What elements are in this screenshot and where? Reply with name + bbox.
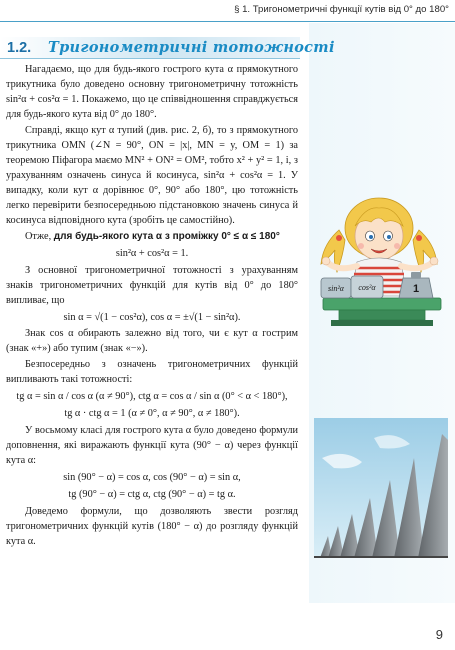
formula-complement-2: tg (90° − α) = ctg α, ctg (90° − α) = tg α. [68,489,236,501]
architecture-photo [314,418,448,558]
weight-label-sin: sin²α [328,284,344,293]
formula-tg-ctg: tg α = sin α / cos α (α ≠ 90°), ctg α = cos α / sin α (0° < α < 180°), [16,391,288,403]
conclusion-lead: Отже, [25,230,54,242]
weight-label-one: 1 [412,283,420,295]
girl-with-scale-illustration [309,192,455,334]
section-title: Тригонометричні тотожності [48,39,335,56]
paragraph-proof: Справді, якщо кут α тупий (див. рис. 2, б), то з прямокутного трикутника OMN (∠N = 90°, ON = |x|, MN = y, OM = 1) за теоремою Піфагора маємо MN² + ON² = OM², тобто x² + y² = 1, і, з урахуванням означень синуса й косинуса, sin²α + cos²α = 1. У випадку, коли кут α дорівнює 0°, 90° або 180°, цю тотожність легко перевірити безпосередньою підстановкою значень синуса й косинуса відповідного кута (зробіть це самостійно). [6,124,298,226]
formula-tg-times-ctg: tg α · ctg α = 1 (α ≠ 0°, α ≠ 90°, α ≠ 180°). [64,408,240,420]
running-title: § 1. Тригонометричні функції кутів від 0° до 180° [234,4,449,15]
paragraph-reduction: Доведемо формули, що дозволяють звести розгляд тригонометричних функцій кутів (180° − α) до розгляду функцій кута α. [6,506,298,548]
conclusion-condition: для будь-якого кута α з проміжку 0° ≤ α ≤ 180° [53,230,280,242]
paragraph-conclusion [6,230,298,245]
paragraph-consequence: З основної тригонометричної тотожності з урахуванням знаків тригонометричних функцій для кутів від 0° до 180° випливає, що [6,264,298,306]
paragraph-intro: Нагадаємо, що для будь-якого гострого кута α прямокутного трикутника було доведено основну тригонометричну тотожність sin²α + cos²α = 1. Покажемо, що це співвідношення справджується для будь-якого кута від 0° до 180°. [6,64,298,120]
main-text [6,63,298,551]
section-number: 1.2. [7,40,32,56]
formula-sin-cos-roots: sin α = √(1 − cos²α), cos α = ±√(1 − sin²α). [63,311,241,323]
formula-complement-1: sin (90° − α) = cos α, cos (90° − α) = sin α, [63,472,241,484]
formula-main-identity: sin²α + cos²α = 1. [115,247,189,259]
page-number: 9 [435,627,443,642]
paragraph-definitions: Безпосередньо з означень тригонометричних функцій випливають такі тотожності: [6,359,298,386]
weight-label-cos: cos²α [358,283,376,292]
paragraph-complement: У восьмому класі для гострого кута α було доведено формули доповнення, які виражають функції кута (90° − α) через функції кута α: [6,425,298,467]
paragraph-sign-note: Знак cos α обирають залежно від того, чи є кут α гострим (знак «+») або тупим (знак «−»). [6,328,298,355]
